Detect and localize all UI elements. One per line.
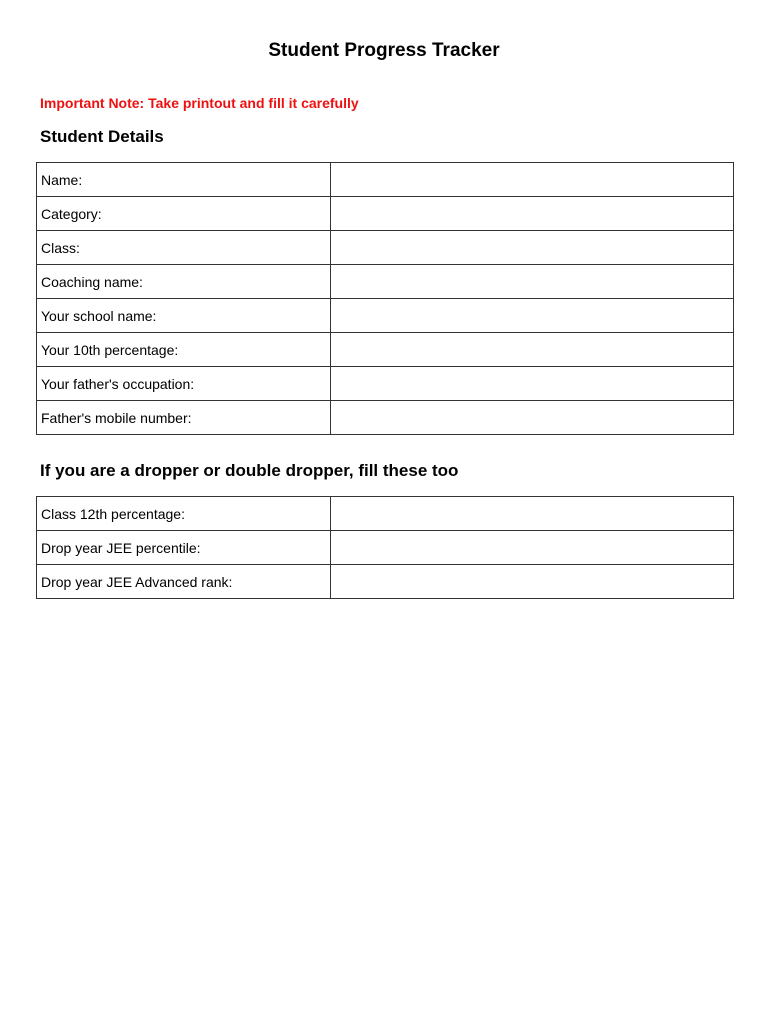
field-label: Your school name: <box>37 299 331 333</box>
field-value-cell[interactable] <box>331 497 734 531</box>
student-details-heading: Student Details <box>40 127 164 146</box>
field-value-cell[interactable] <box>331 299 734 333</box>
field-label: Class 12th percentage: <box>37 497 331 531</box>
field-value-cell[interactable] <box>331 531 734 565</box>
form-row <box>37 401 734 435</box>
dropper-details-table <box>36 496 734 599</box>
form-row <box>37 231 734 265</box>
field-label: Father's mobile number: <box>37 401 331 435</box>
field-value-cell[interactable] <box>331 401 734 435</box>
field-label: Drop year JEE percentile: <box>37 531 331 565</box>
form-row <box>37 299 734 333</box>
dropper-details-heading: If you are a dropper or double dropper, fill these too <box>40 461 459 480</box>
field-label: Coaching name: <box>37 265 331 299</box>
field-value-cell[interactable] <box>331 231 734 265</box>
student-details-rows <box>37 163 734 435</box>
form-row <box>37 565 734 599</box>
student-details-table <box>36 162 734 435</box>
field-value-cell[interactable] <box>331 367 734 401</box>
field-label: Your 10th percentage: <box>37 333 331 367</box>
field-label: Your father's occupation: <box>37 367 331 401</box>
form-row <box>37 367 734 401</box>
field-value-cell[interactable] <box>331 333 734 367</box>
field-label: Name: <box>37 163 331 197</box>
field-value-cell[interactable] <box>331 197 734 231</box>
field-value-cell[interactable] <box>331 565 734 599</box>
field-value-cell[interactable] <box>331 265 734 299</box>
important-note: Important Note: Take printout and fill it carefully <box>40 95 359 111</box>
field-value-cell[interactable] <box>331 163 734 197</box>
form-row <box>37 333 734 367</box>
form-row <box>37 265 734 299</box>
form-row <box>37 497 734 531</box>
page-title: Student Progress Tracker <box>268 40 500 61</box>
field-label: Category: <box>37 197 331 231</box>
form-row <box>37 531 734 565</box>
field-label: Class: <box>37 231 331 265</box>
dropper-details-rows <box>37 497 734 599</box>
form-row <box>37 163 734 197</box>
form-row <box>37 197 734 231</box>
field-label: Drop year JEE Advanced rank: <box>37 565 331 599</box>
